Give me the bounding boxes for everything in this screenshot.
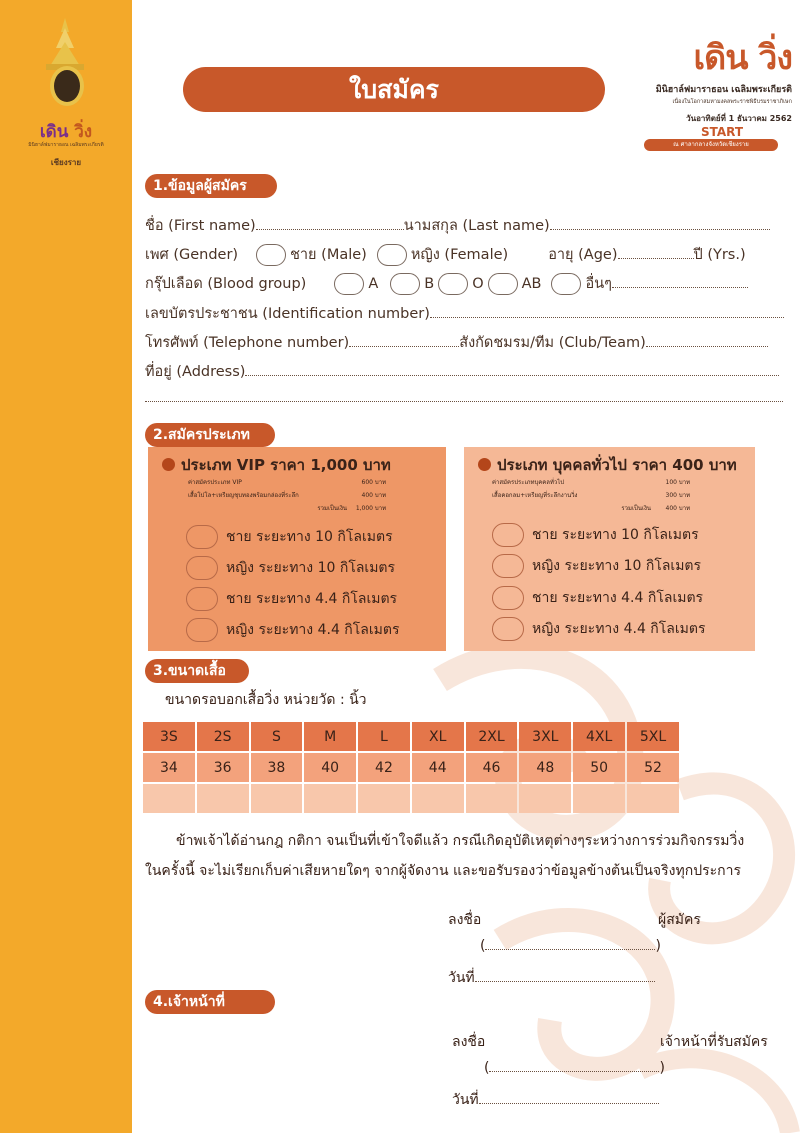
select-cell[interactable] bbox=[358, 784, 410, 813]
general-option[interactable]: หญิง ระยะทาง 4.4 กิโลเมตร bbox=[492, 617, 706, 641]
applicant-name-field[interactable] bbox=[485, 938, 655, 950]
first-name-field[interactable] bbox=[256, 218, 404, 230]
size-caption: ขนาดรอบอกเสื้อวิ่ง หน่วยวัด : นิ้ว bbox=[165, 692, 367, 708]
general-fee-row: เสื้อคอกลม+เหรียญที่ระลึกงานวิ่ง 300 บาท bbox=[492, 492, 691, 499]
vip-package bbox=[148, 447, 446, 651]
size-cell: 3XL bbox=[519, 722, 571, 751]
section1-title: 1.ข้อมูลผู้สมัคร bbox=[145, 174, 277, 198]
option-checkbox[interactable] bbox=[186, 556, 218, 580]
size-cell: M bbox=[304, 722, 356, 751]
blood-ab-label: AB bbox=[521, 276, 542, 292]
selection-row bbox=[143, 784, 679, 813]
blood-ab-checkbox[interactable] bbox=[488, 273, 518, 295]
staff-sign-label: ลงชื่อ bbox=[452, 1034, 486, 1050]
section4-title: 4.เจ้าหน้าที่ bbox=[145, 990, 275, 1014]
blood-a-label: A bbox=[368, 276, 379, 292]
chest-cell: 50 bbox=[573, 753, 625, 782]
chest-cell: 44 bbox=[412, 753, 464, 782]
start-label: START bbox=[700, 125, 744, 139]
brand-block bbox=[612, 30, 792, 151]
select-cell[interactable] bbox=[304, 784, 356, 813]
logo-word: เดิน วิ่ง bbox=[39, 122, 93, 142]
name-row bbox=[145, 214, 770, 237]
size-cell: 4XL bbox=[573, 722, 625, 751]
address-row-2 bbox=[145, 390, 783, 406]
select-cell[interactable] bbox=[197, 784, 249, 813]
blood-o-checkbox[interactable] bbox=[438, 273, 468, 295]
chest-cell: 52 bbox=[627, 753, 679, 782]
select-cell[interactable] bbox=[251, 784, 303, 813]
chest-cell: 42 bbox=[358, 753, 410, 782]
vip-option[interactable]: ชาย ระยะทาง 10 กิโลเมตร bbox=[186, 525, 393, 549]
size-cell: 2S bbox=[197, 722, 249, 751]
blood-other-field[interactable] bbox=[612, 276, 748, 288]
phone-row bbox=[145, 331, 768, 354]
general-fee-row: ค่าสมัครประเภทบุคคลทั่วไป 100 บาท bbox=[492, 479, 691, 486]
logo-city: เชียงราย bbox=[50, 158, 82, 167]
form-title: ใบสมัคร bbox=[183, 67, 605, 112]
chest-cell: 38 bbox=[251, 753, 303, 782]
applicant-sign-label: ลงชื่อ bbox=[448, 912, 482, 928]
staff-name-row: ( ) bbox=[484, 1060, 665, 1076]
club-label: สังกัดชมรม/ทีม (Club/Team) bbox=[459, 335, 646, 351]
chest-cell: 40 bbox=[304, 753, 356, 782]
section3-title: 3.ขนาดเสื้อ bbox=[145, 659, 249, 683]
address-field[interactable] bbox=[245, 364, 779, 376]
staff-role: เจ้าหน้าที่รับสมัคร bbox=[660, 1034, 768, 1050]
general-heading: ประเภท บุคคลทั่วไป ราคา 400 บาท bbox=[478, 453, 737, 477]
vip-heading: ประเภท VIP ราคา 1,000 บาท bbox=[162, 453, 391, 477]
general-fee-row: รวมเป็นเงิน 400 บาท bbox=[621, 505, 691, 512]
consent-line1: ข้าพเจ้าได้อ่านกฎ กติกา จนเป็นที่เข้าใจดีแล้ว กรณีเกิดอุบัติเหตุต่างๆระหว่างการร่วมกิจกรรมวิ่ง bbox=[176, 833, 745, 849]
blood-b-label: B bbox=[424, 276, 435, 292]
option-checkbox[interactable] bbox=[186, 587, 218, 611]
vip-fee-row: เสื้อโปโล+เหรียญชุบทองพร้อมกล่องที่ระลึก 400 บาท bbox=[188, 492, 387, 499]
option-checkbox[interactable] bbox=[186, 618, 218, 642]
address-row bbox=[145, 360, 779, 383]
size-cell: S bbox=[251, 722, 303, 751]
applicant-date-row: วันที่ bbox=[448, 967, 655, 989]
age-field[interactable] bbox=[618, 247, 694, 259]
last-name-label: นามสกุล (Last name) bbox=[403, 218, 550, 234]
id-row bbox=[145, 302, 784, 325]
consent-line2: ในครั้งนี้ จะไม่เรียกเก็บค่าเสียหายใดๆ จากผู้จัดงาน และขอรับรองว่าข้อมูลข้างต้นเป็นจริงทุกประการ bbox=[145, 863, 741, 879]
blood-o-label: O bbox=[472, 276, 484, 292]
chest-cell: 36 bbox=[197, 753, 249, 782]
option-checkbox[interactable] bbox=[186, 525, 218, 549]
age-label: อายุ (Age) bbox=[548, 247, 618, 263]
select-cell[interactable] bbox=[573, 784, 625, 813]
general-package bbox=[464, 447, 755, 651]
club-field[interactable] bbox=[646, 335, 768, 347]
brand-line2: เนื่องในโอกาสมหามงคลพระราชพิธีบรมราชาภิเษก bbox=[672, 99, 792, 105]
size-cell: 2XL bbox=[466, 722, 518, 751]
vip-option[interactable]: ชาย ระยะทาง 4.4 กิโลเมตร bbox=[186, 587, 397, 611]
chest-cell: 48 bbox=[519, 753, 571, 782]
select-cell[interactable] bbox=[627, 784, 679, 813]
telephone-label: โทรศัพท์ (Telephone number) bbox=[145, 335, 350, 351]
bullet-icon bbox=[162, 458, 175, 471]
applicant-role: ผู้สมัคร bbox=[658, 912, 701, 928]
general-option[interactable]: ชาย ระยะทาง 4.4 กิโลเมตร bbox=[492, 586, 703, 610]
brand-title: เดิน วิ่ง bbox=[693, 38, 792, 78]
staff-date-row: วันที่ bbox=[452, 1089, 659, 1111]
gender-row bbox=[145, 243, 746, 266]
vip-fee-row: ค่าสมัครประเภท VIP 600 บาท bbox=[188, 479, 387, 486]
size-cell: 5XL bbox=[627, 722, 679, 751]
first-name-label: ชื่อ (First name) bbox=[145, 218, 256, 234]
size-row bbox=[143, 722, 679, 751]
size-cell: 3S bbox=[143, 722, 195, 751]
address-label: ที่อยู่ (Address) bbox=[145, 364, 246, 380]
telephone-field[interactable] bbox=[349, 335, 459, 347]
blood-b-checkbox[interactable] bbox=[390, 273, 420, 295]
chest-cell: 46 bbox=[466, 753, 518, 782]
female-label: หญิง (Female) bbox=[410, 247, 509, 263]
male-label: ชาย (Male) bbox=[290, 247, 367, 263]
vip-option[interactable]: หญิง ระยะทาง 4.4 กิโลเมตร bbox=[186, 618, 400, 642]
option-checkbox[interactable] bbox=[492, 617, 524, 641]
blood-other-checkbox[interactable] bbox=[551, 273, 581, 295]
size-cell: XL bbox=[412, 722, 464, 751]
vip-fee-row: รวมเป็นเงิน 1,000 บาท bbox=[317, 505, 387, 512]
id-number-label: เลขบัตรประชาชน (Identification number) bbox=[145, 306, 430, 322]
size-cell: L bbox=[358, 722, 410, 751]
size-table bbox=[141, 720, 681, 815]
blood-group-label: กรุ๊ปเลือด (Blood group) bbox=[145, 276, 307, 292]
male-checkbox[interactable] bbox=[256, 244, 286, 266]
chest-row bbox=[143, 753, 679, 782]
vip-option[interactable]: หญิง ระยะทาง 10 กิโลเมตร bbox=[186, 556, 395, 580]
staff-name-field[interactable] bbox=[489, 1060, 659, 1072]
general-option[interactable]: หญิง ระยะทาง 10 กิโลเมตร bbox=[492, 554, 701, 578]
blood-other-label: อื่นๆ bbox=[585, 276, 612, 292]
option-checkbox[interactable] bbox=[492, 554, 524, 578]
sidebar bbox=[0, 0, 132, 1133]
staff-date-field[interactable] bbox=[479, 1092, 659, 1104]
section2-title: 2.สมัครประเภท bbox=[145, 423, 275, 447]
gender-label: เพศ (Gender) bbox=[145, 247, 239, 263]
event-location: ณ ศาลากลางจังหวัดเชียงราย bbox=[644, 139, 778, 151]
blood-row bbox=[145, 272, 748, 295]
select-cell[interactable] bbox=[143, 784, 195, 813]
event-date: วันอาทิตย์ที่ 1 ธันวาคม 2562 bbox=[686, 114, 792, 123]
general-option[interactable]: ชาย ระยะทาง 10 กิโลเมตร bbox=[492, 523, 699, 547]
years-label: ปี (Yrs.) bbox=[693, 247, 746, 263]
id-number-field[interactable] bbox=[430, 306, 784, 318]
select-cell[interactable] bbox=[519, 784, 571, 813]
option-checkbox[interactable] bbox=[492, 523, 524, 547]
logo-subtitle: มินิฮาล์ฟมาราธอน เฉลิมพระเกียรติ bbox=[28, 142, 104, 148]
emblem-icon bbox=[50, 66, 84, 106]
chest-cell: 34 bbox=[143, 753, 195, 782]
select-cell[interactable] bbox=[412, 784, 464, 813]
female-checkbox[interactable] bbox=[377, 244, 407, 266]
applicant-name-row: ( ) bbox=[480, 938, 661, 954]
brand-line1: มินิฮาล์ฟมาราธอน เฉลิมพระเกียรติ bbox=[655, 85, 792, 95]
address-field-2[interactable] bbox=[145, 390, 783, 402]
last-name-field[interactable] bbox=[550, 218, 770, 230]
select-cell[interactable] bbox=[466, 784, 518, 813]
applicant-date-field[interactable] bbox=[475, 970, 655, 982]
blood-a-checkbox[interactable] bbox=[334, 273, 364, 295]
bullet-icon bbox=[478, 458, 491, 471]
event-logo bbox=[6, 10, 126, 170]
option-checkbox[interactable] bbox=[492, 586, 524, 610]
